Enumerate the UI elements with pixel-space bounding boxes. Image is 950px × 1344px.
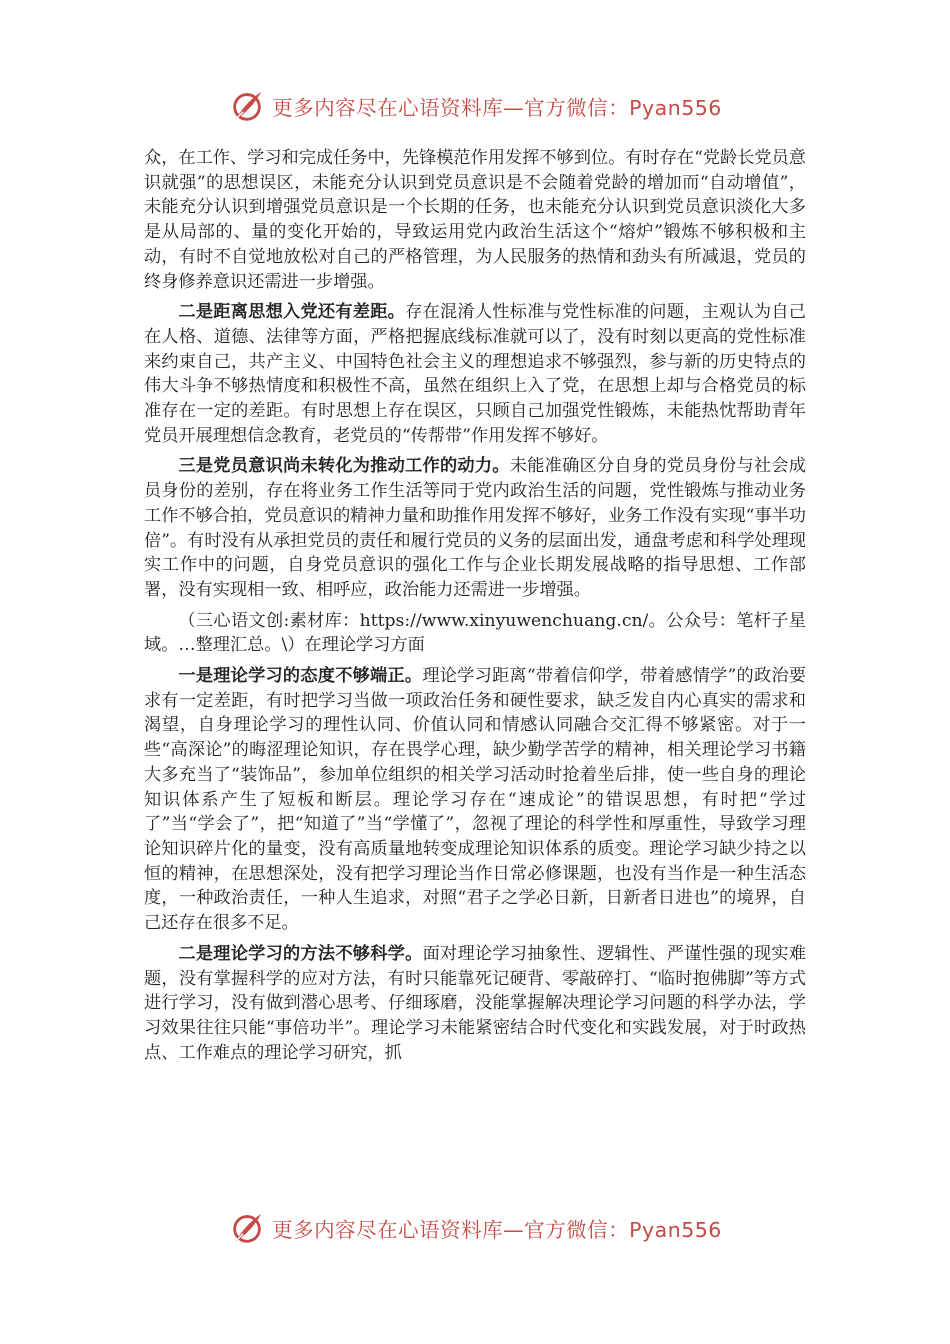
header-banner	[0, 86, 950, 126]
document-body	[144, 146, 806, 1071]
banner-text: 更多内容尽在心语资料库—官方微信：Pyan556	[272, 1218, 722, 1242]
footer-banner	[0, 1208, 950, 1248]
paragraph-heading: 一是理论学习的态度不够端正。	[178, 666, 423, 687]
paragraph: 三是党员意识尚未转化为推动工作的动力。未能准确区分自身的党员身份与社会成员身份的差别，存在将业务工作生活等同于党内政治生活的问题，党性锻炼与推动业务工作不够合拍，党员意识的精神力量和助推作用发挥不够好，业务工作没有实现“事半功倍”。有时没有从承担党员的责任和履行党员的义务的层面出发，通盘考虑和科学处理现实工作中的问题，自身党员意识的强化工作与企业长期发展战略的指导思想、工作部署，没有实现相一致、相呼应，政治能力还需进一步增强。	[144, 456, 806, 600]
paragraph-heading: 二是理论学习的方法不够科学。	[178, 943, 423, 964]
paragraph: 二是理论学习的方法不够科学。面对理论学习抽象性、逻辑性、严谨性强的现实难题，没有掌握科学的应对方法，有时只能靠死记硬背、零敲碎打、“临时抱佛脚”等方式进行学习，没有做到潜心思考、仔细琢磨，没能掌握解决理论学习问题的科学办法，学习效果往往只能“事倍功半”。理论学习未能紧密结合时代变化和实践发展，对于时政热点、工作难点的理论学习研究，抓	[144, 943, 806, 1063]
paragraph: 二是距离思想入党还有差距。存在混淆人性标准与党性标准的问题，主观认为自己在人格、道德、法律等方面，严格把握底线标准就可以了，没有时刻以更高的党性标准来约束自己，共产主义、中国特色社会主义的理想追求不够强烈，参与新的历史特点的伟大斗争不够热情度和积极性不高，虽然在组织上入了党，在思想上却与合格党员的标准存在一定的差距。有时思想上存在误区，只顾自己加强党性锻炼，未能热忱帮助青年党员开展理想信念教育，老党员的“传帮带”作用发挥不够好。	[144, 302, 806, 446]
paragraph-heading: 二是距离思想入党还有差距。	[178, 302, 406, 323]
banner-text: 更多内容尽在心语资料库—官方微信：Pyan556	[272, 96, 722, 120]
paragraph: 众，在工作、学习和完成任务中，先锋模范作用发挥不够到位。有时存在“党龄长党员意识就强”的思想误区，未能充分认识到党员意识是不会随着党龄的增加而“自动增值”，未能充分认识到增强党员意识是一个长期的任务，也未能充分认识到党员意识淡化大多是从局部的、量的变化开始的，导致运用党内政治生活这个“熔炉”锻炼不够积极和主动，有时不自觉地放松对自己的严格管理，为人民服务的热情和劲头有所减退，党员的终身修养意识还需进一步增强。	[144, 148, 806, 292]
source-note-paragraph: （三心语文创:素材库：https://www.xinyuwenchuang.cn/。公众号：笔杆子星域。…整理汇总。\）在理论学习方面	[144, 610, 806, 656]
quill-logo-icon	[228, 1209, 266, 1247]
quill-logo-icon	[228, 87, 266, 125]
paragraph-heading: 三是党员意识尚未转化为推动工作的动力。	[178, 456, 510, 477]
paragraph: 一是理论学习的态度不够端正。理论学习距离“带着信仰学，带着感情学”的政治要求有一定差距，有时把学习当做一项政治任务和硬性要求，缺乏发自内心真实的需求和渴望，自身理论学习的理性认同、价值认同和情感认同融合交汇得不够紧密。对于一些“高深论”的晦涩理论知识，存在畏学心理，缺少勤学苦学的精神，相关理论学习书籍大多充当了“装饰品”，参加单位组织的相关学习活动时抢着坐后排，使一些自身的理论知识体系产生了短板和断层。理论学习存在“速成论”的错误思想，有时把“学过了”当“学会了”，把“知道了”当“学懂了”，忽视了理论的科学性和厚重性，导致学习理论知识碎片化的量变，没有高质量地转变成理论知识体系的质变。理论学习缺少持之以恒的精神，在思想深处，没有把学习理论当作日常必修课题，也没有当作是一种生活态度，一种政治责任，一种人生追求，对照“君子之学必日新，日新者日进也”的境界，自己还存在很多不足。	[144, 666, 806, 934]
